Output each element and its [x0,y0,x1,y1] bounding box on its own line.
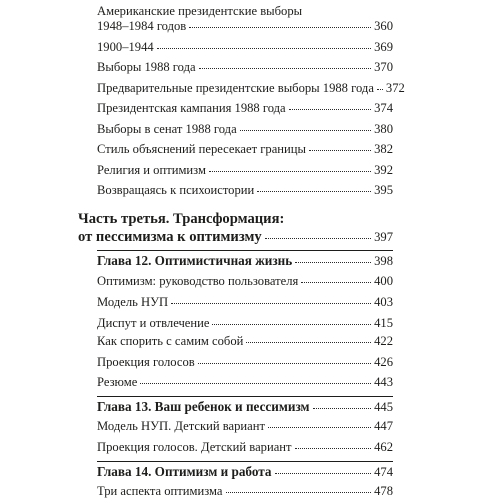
toc-entry-title: 1900–1944 [97,40,154,54]
toc-entry[interactable] [97,122,393,137]
toc-entry-title: Три аспекта оптимизма [97,484,223,498]
toc-entry[interactable] [97,295,393,310]
page-number: 400 [374,274,393,288]
dot-leader [140,382,371,384]
dot-leader [198,362,371,364]
toc-entry[interactable] [97,163,393,178]
page-number: 474 [374,465,393,479]
page-number: 443 [374,375,393,389]
dot-leader [171,302,371,304]
page-number: 478 [374,484,393,498]
page-number: 360 [374,19,393,33]
dot-leader [313,407,372,409]
toc-entry-title: Модель НУП [97,295,169,309]
toc-entry[interactable] [97,142,393,157]
toc-entry-title: Модель НУП. Детский вариант [97,419,265,433]
toc-entry-title-line1: Американские президентские выборы [97,4,303,18]
chapter-title: Глава 13. Ваш ребенок и пессимизм [97,399,310,414]
dot-leader [189,26,371,28]
dot-leader [275,472,372,474]
toc-entry[interactable] [97,419,393,434]
toc-entry[interactable] [97,375,393,390]
dot-leader [295,261,371,263]
toc-entry[interactable] [97,316,393,331]
toc-entry-title: Проекция голосов. Детский вариант [97,440,292,454]
part-heading-line2: от пессимизма к оптимизму [78,229,262,245]
dot-leader [157,47,371,49]
dot-leader [240,129,371,131]
toc-entry-title: Оптимизм: руководство пользователя [97,274,299,288]
page-number: 380 [374,122,393,136]
dot-leader [295,447,372,449]
toc-entry[interactable] [97,274,393,289]
toc-entry[interactable] [97,440,393,455]
dot-leader [377,88,383,90]
toc-entry-title: Стиль объяснений пересекает границы [97,142,306,156]
dot-leader [226,491,372,493]
toc-entry-title: Как спорить с самим собой [97,334,244,348]
page-number: 392 [374,163,393,177]
dot-leader [212,323,371,325]
chapter-heading[interactable] [97,399,393,415]
toc-entry[interactable] [97,355,393,370]
toc-entry-title: Предварительные президентские выборы 1988 года [97,81,374,95]
toc-entry-title-line2: 1948–1984 годов [97,19,187,33]
page-number: 395 [374,183,393,197]
toc-entry[interactable] [97,484,393,499]
chapter-heading[interactable] [97,253,393,269]
toc-entry-title: Проекция голосов [97,355,195,369]
page-number: 422 [374,334,393,348]
dot-leader [257,190,371,192]
toc-entry-title: Президентская кампания 1988 года [97,101,286,115]
toc-entry[interactable] [97,19,393,34]
page-number: 397 [374,230,393,244]
dot-leader [265,237,371,239]
page-number: 403 [374,295,393,309]
page-number: 462 [374,440,393,454]
dot-leader [209,170,371,172]
dot-leader [199,67,372,69]
toc-entry[interactable] [97,334,393,349]
toc-entry-title: Выборы в сенат 1988 года [97,122,237,136]
chapter-rule [97,396,393,397]
page-number: 398 [374,254,393,268]
page-number: 370 [374,60,393,74]
dot-leader [301,281,371,283]
page-number: 415 [374,316,393,330]
dot-leader [289,108,371,110]
part-heading[interactable] [78,229,393,246]
part-heading-line1: Часть третья. Трансформация: [78,211,285,227]
toc-entry[interactable] [97,40,393,55]
toc-entry[interactable] [97,101,393,116]
toc-entry[interactable] [97,60,393,75]
page-number: 426 [374,355,393,369]
toc-entry-title: Резюме [97,375,138,389]
toc-entry[interactable] [97,183,393,198]
page-number: 374 [374,101,393,115]
chapter-title: Глава 12. Оптимистичная жизнь [97,253,293,268]
dot-leader [268,426,371,428]
toc-entry-title: Религия и оптимизм [97,163,206,177]
page-number: 369 [374,40,393,54]
toc-entry[interactable] [97,81,405,96]
toc-entry-title: Возвращаясь к психоистории [97,183,255,197]
dot-leader [309,149,371,151]
chapter-title: Глава 14. Оптимизм и работа [97,464,272,479]
toc-entry-title: Диспут и отвлечение [97,316,210,330]
page-number: 382 [374,142,393,156]
toc-entry-title: Выборы 1988 года [97,60,196,74]
chapter-rule [97,461,393,462]
page-number: 447 [374,419,393,433]
page-number: 372 [385,81,405,95]
page-number: 445 [374,400,393,414]
chapter-heading[interactable] [97,464,393,480]
chapter-rule [97,250,393,251]
dot-leader [246,341,371,343]
